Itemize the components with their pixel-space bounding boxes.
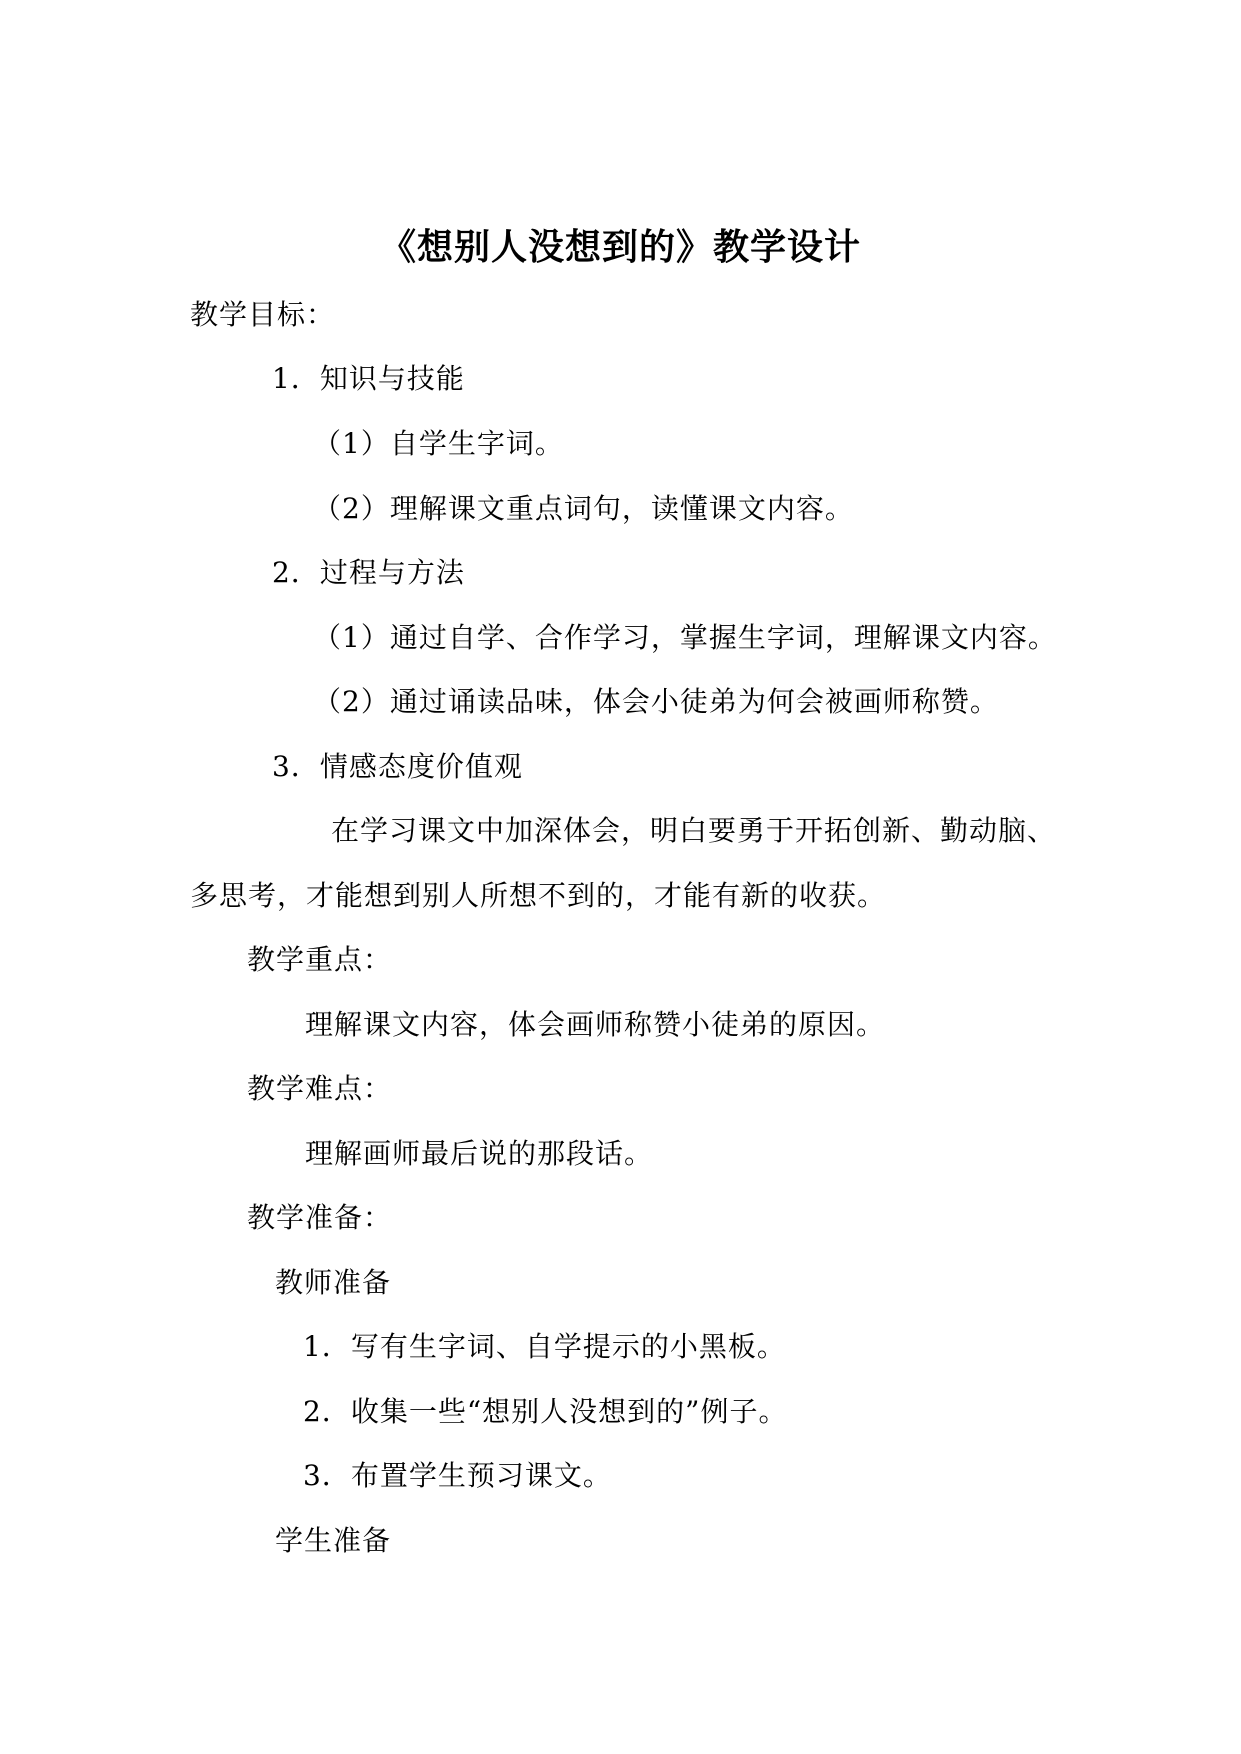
section-label: 1．知识与技能 bbox=[272, 362, 465, 395]
list-item: （2）通过诵读品味，体会小徒弟为何会被画师称赞。 bbox=[313, 685, 999, 718]
list-item: （1）自学生字词。 bbox=[313, 427, 564, 460]
list-item: （2）理解课文重点词句，读懂课文内容。 bbox=[313, 492, 854, 525]
list-item: 1．写有生字词、自学提示的小黑板。 bbox=[303, 1330, 786, 1363]
paragraph-line: 多思考，才能想到别人所想不到的，才能有新的收获。 bbox=[190, 879, 887, 912]
key-points-text: 理解课文内容，体会画师称赞小徒弟的原因。 bbox=[305, 1008, 886, 1041]
paragraph-line: 在学习课文中加深体会，明白要勇于开拓创新、勤动脑、 bbox=[331, 814, 1057, 847]
section-label: 2．过程与方法 bbox=[272, 556, 465, 589]
teacher-preparation-heading: 教师准备 bbox=[275, 1266, 392, 1299]
list-item: 3．布置学生预习课文。 bbox=[303, 1459, 612, 1492]
difficulties-heading: 教学难点： bbox=[247, 1072, 393, 1105]
section-label: 3．情感态度价值观 bbox=[272, 750, 523, 783]
preparation-heading: 教学准备： bbox=[247, 1201, 393, 1234]
difficulties-text: 理解画师最后说的那段话。 bbox=[305, 1137, 654, 1170]
list-item: 2．收集一些“想别人没想到的”例子。 bbox=[303, 1395, 788, 1428]
student-preparation-heading: 学生准备 bbox=[275, 1524, 392, 1557]
document-title: 《想别人没想到的》教学设计 bbox=[379, 227, 861, 268]
objectives-heading: 教学目标： bbox=[190, 298, 336, 331]
key-points-heading: 教学重点： bbox=[247, 943, 393, 976]
list-item: （1）通过自学、合作学习，掌握生字词，理解课文内容。 bbox=[313, 621, 1057, 654]
